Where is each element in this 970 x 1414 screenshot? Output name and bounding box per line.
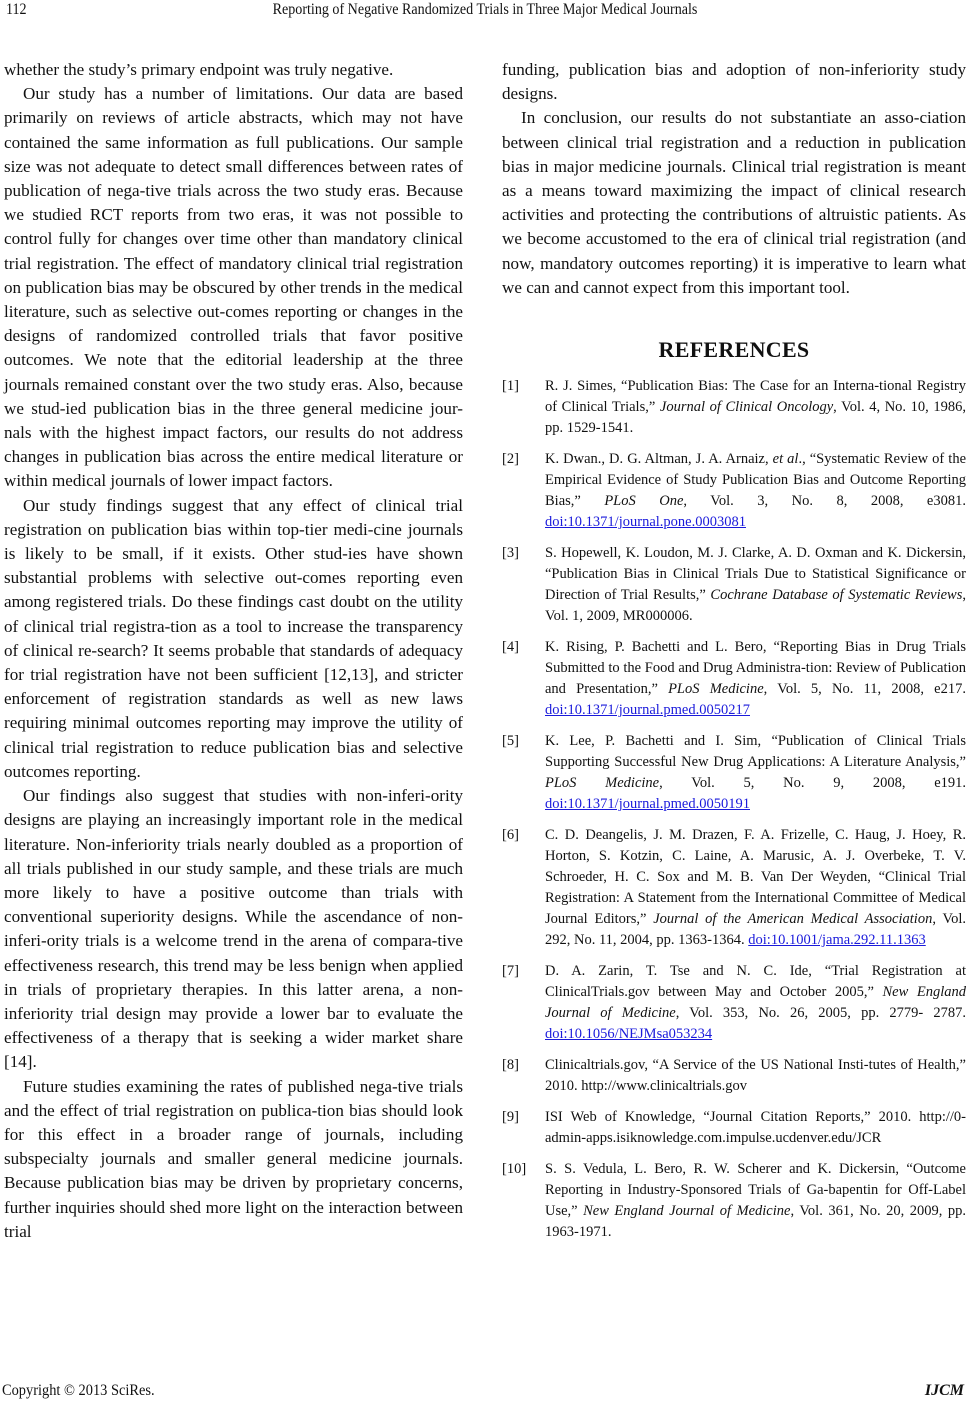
doi-link[interactable]: doi:10.1056/NEJMsa053234 bbox=[545, 1026, 713, 1043]
doi-link[interactable]: doi:10.1371/journal.pmed.0050191 bbox=[545, 796, 750, 813]
reference-item bbox=[502, 543, 966, 627]
reference-item bbox=[502, 1107, 966, 1149]
reference-text: Clinicaltrials.gov, “A Service of the US National Insti-tutes of Health,” 2010. http://www.clinicaltrials.gov bbox=[545, 1057, 966, 1095]
page-footer bbox=[0, 1382, 970, 1406]
journal-abbreviation: IJCM bbox=[924, 1382, 964, 1399]
reference-journal: Journal of Clinical Oncology bbox=[659, 399, 834, 416]
reference-journal: Cochrane Database of Systematic Reviews bbox=[710, 587, 963, 604]
reference-details: , Vol. 3, No. 8, 2008, e3081. bbox=[683, 493, 966, 510]
reference-details: , Vol. 292, No. 11, 2004, pp. 1363-1364. bbox=[545, 911, 967, 949]
reference-authors-title: D. A. Zarin, T. Tse and N. C. Ide, “Trial Registration at ClinicalTrials.gov between May and October 2005,” bbox=[545, 963, 966, 1001]
reference-item bbox=[502, 376, 966, 439]
reference-number: [10] bbox=[502, 1161, 527, 1178]
reference-number: [9] bbox=[502, 1109, 519, 1126]
reference-journal: PLoS One bbox=[604, 493, 684, 510]
reference-number: [4] bbox=[502, 639, 519, 656]
reference-text bbox=[545, 449, 966, 533]
body-paragraph: funding, publication bias and adoption of non-inferiority study designs. bbox=[502, 60, 966, 104]
reference-authors-title: K. Lee, P. Bachetti and I. Sim, “Publication of Clinical Trials Supporting Successful New Drug Applications: A Literature Analysis,” bbox=[545, 733, 966, 771]
reference-number: [1] bbox=[502, 378, 519, 395]
reference-text bbox=[545, 731, 966, 815]
body-paragraph: Our study findings suggest that any effect of clinical trial registration on publication bias within top-tier medi-cine journals is likely to be small, if it exists. Other stud-ies have shown substantial problems with selective out-comes reporting even among registered trials. Do these findings cast doubt on the utility of clinical trial registra-tion as a tool to increase the transparency of clinical re-search? It seems probable that standards of adequacy for trial registration have not been sufficient [12,13], and stricter enforcement of registration standards as well as new laws requiring minimal outcomes reporting may improve the utility of clinical trial registration to reduce publication bias and selective outcomes reporting. bbox=[4, 495, 463, 781]
reference-number: [3] bbox=[502, 545, 519, 562]
reference-item bbox=[502, 961, 966, 1045]
page-number: 112 bbox=[6, 1, 27, 18]
reference-text bbox=[545, 543, 966, 627]
reference-title: ., “Systematic Review of the Empirical Evidence of Study Publication Bias and Outcome Reporting Bias,” bbox=[545, 451, 967, 510]
reference-list bbox=[502, 376, 966, 1243]
body-paragraph: whether the study’s primary endpoint was truly negative. bbox=[4, 60, 394, 79]
references-heading: REFERENCES bbox=[658, 337, 810, 363]
reference-journal: Journal of the American Medical Association bbox=[653, 911, 933, 928]
reference-journal: PLoS Medicine bbox=[545, 775, 660, 792]
reference-details: , Vol. 1, 2009, MR000006. bbox=[545, 587, 966, 625]
reference-item bbox=[502, 1055, 966, 1097]
reference-authors-title: R. J. Simes, “Publication Bias: The Case for an Interna-tional Registry of Clinical Trials,” bbox=[545, 378, 966, 416]
reference-item bbox=[502, 825, 966, 951]
reference-text bbox=[545, 961, 966, 1045]
reference-details: , Vol. 4, No. 10, 1986, pp. 1529-1541. bbox=[545, 399, 966, 437]
reference-item bbox=[502, 637, 966, 721]
running-title: Reporting of Negative Randomized Trials in Three Major Medical Journals bbox=[272, 1, 698, 18]
reference-number: [6] bbox=[502, 827, 519, 844]
reference-number: [5] bbox=[502, 733, 519, 750]
reference-journal: PLoS Medicine bbox=[668, 681, 764, 698]
reference-details: , Vol. 353, No. 26, 2005, pp. 2779- 2787. bbox=[675, 1005, 966, 1022]
body-paragraph: Our findings also suggest that studies with non-inferi-ority designs are playing an increasingly important role in the medical literature. Non-inferiority trials nearly doubled as a proportion of all trials published in our study sample, and these trials are much more likely to have a positive outcome than trials with conventional superiority designs. While the ascendance of non-inferi-ority trials is a welcome trend in the arena of compara-tive effectiveness research, this trend may be less benign when applied in trials of proprietary therapies. In this latter arena, a non-inferiority trial design may provide a lower bar to evaluate the effectiveness of a therapy that is seeking a wider market share [14]. bbox=[4, 786, 463, 1072]
body-paragraph: In conclusion, our results do not substantiate an asso-ciation between clinical trial registration and a reduction in publication bias in major medicine journals. Clinical trial registration is meant as a means toward maximizing the impact of clinical research activities and protecting the contributions of altruistic patients. As we become accustomed to the era of clinical trial registration (and now, mandatory outcomes reporting) it is imperative to learn what we can and cannot expect from this important tool. bbox=[502, 108, 966, 297]
body-paragraph: Our study has a number of limitations. Our data are based primarily on reviews of article abstracts, which may not have contained the same information as full publications. Our sample size was not adequate to detect small differences between rates of publication of nega-tive trials across the two study eras. Because we studied RCT reports from two eras, it was not possible to control fully for changes over time other than mandatory clinical trial registration. The effect of mandatory clinical trial registration on publication bias may be obscured by other trends in the medical literature, such as selective out-comes reporting or changes in the designs of randomized controlled trials that favor positive outcomes. We note that the editorial leadership at the three journals remained constant over the two study eras. Also, because we stud-ied publication bias in the three general medicine jour-nals with the highest impact factors, our results do not address changes in publication bias across the entire medical literature or within medical journals of lower impact factors. bbox=[4, 84, 463, 491]
copyright-notice: Copyright © 2013 SciRes. bbox=[2, 1382, 155, 1399]
reference-text: ISI Web of Knowledge, “Journal Citation Reports,” 2010. http://0-admin-apps.isiknowledge.com.impulse.ucdenver.edu/JCR bbox=[545, 1109, 966, 1147]
reference-authors: K. Dwan., D. G. Altman, J. A. Arnaiz, bbox=[545, 451, 773, 468]
doi-link[interactable]: doi:10.1371/journal.pone.0003081 bbox=[545, 514, 746, 531]
reference-number: [7] bbox=[502, 963, 519, 980]
reference-details: , Vol. 5, No. 9, 2008, e191. bbox=[659, 775, 966, 792]
reference-et-al: et al bbox=[772, 451, 799, 468]
left-column bbox=[4, 58, 463, 1244]
reference-number: [2] bbox=[502, 451, 519, 468]
reference-text bbox=[545, 1159, 966, 1243]
running-header bbox=[0, 0, 970, 24]
reference-item bbox=[502, 449, 966, 533]
reference-number: [8] bbox=[502, 1057, 519, 1074]
doi-link[interactable]: doi:10.1001/jama.292.11.1363 bbox=[748, 932, 926, 949]
reference-authors-title: S. Hopewell, K. Loudon, M. J. Clarke, A. D. Oxman and K. Dickersin, “Publication Bias in Clinical Trials Due to Statistical Significance or Direction of Trial Results,” bbox=[545, 545, 966, 604]
right-column bbox=[502, 58, 966, 1253]
reference-details: , Vol. 5, No. 11, 2008, e217. bbox=[763, 681, 966, 698]
reference-details: , Vol. 361, No. 20, 2009, pp. 1963-1971. bbox=[545, 1203, 967, 1241]
reference-item bbox=[502, 731, 966, 815]
reference-authors-title: K. Rising, P. Bachetti and L. Bero, “Reporting Bias in Drug Trials Submitted to the Food and Drug Administra-tion: Review of Publication and Presentation,” bbox=[545, 639, 966, 698]
reference-item bbox=[502, 1159, 966, 1243]
reference-journal: New England Journal of Medicine bbox=[583, 1203, 791, 1220]
body-paragraph: Future studies examining the rates of published nega-tive trials and the effect of trial registration on publica-tion bias should look for this effect in a broader range of journals, including subspecialty journals and smaller general medicine journals. Because publication bias may be driven by proprietary concerns, further inquiries should shed more light on the interaction between trial bbox=[4, 1076, 463, 1241]
reference-text bbox=[545, 376, 966, 439]
reference-authors-title: S. S. Vedula, L. Bero, R. W. Scherer and K. Dickersin, “Outcome Reporting in Industry-Sponsored Trials of Ga-bapentin for Off-Label Use,” bbox=[545, 1161, 966, 1220]
reference-authors-title: C. D. Deangelis, J. M. Drazen, F. A. Frizelle, C. Haug, J. Hoey, R. Horton, S. Kotzin, C. Laine, A. Marusic, A. J. Overbeke, T. V. Schroeder, H. C. Sox and M. B. Van Der Weyden, “Clinical Trial Registration: A Statement from the International Committee of Medical Journal Editors,” bbox=[545, 827, 966, 928]
doi-link[interactable]: doi:10.1371/journal.pmed.0050217 bbox=[545, 702, 750, 719]
reference-text bbox=[545, 637, 966, 721]
reference-text bbox=[545, 825, 966, 951]
reference-journal: New England Journal of Medicine bbox=[545, 984, 966, 1022]
